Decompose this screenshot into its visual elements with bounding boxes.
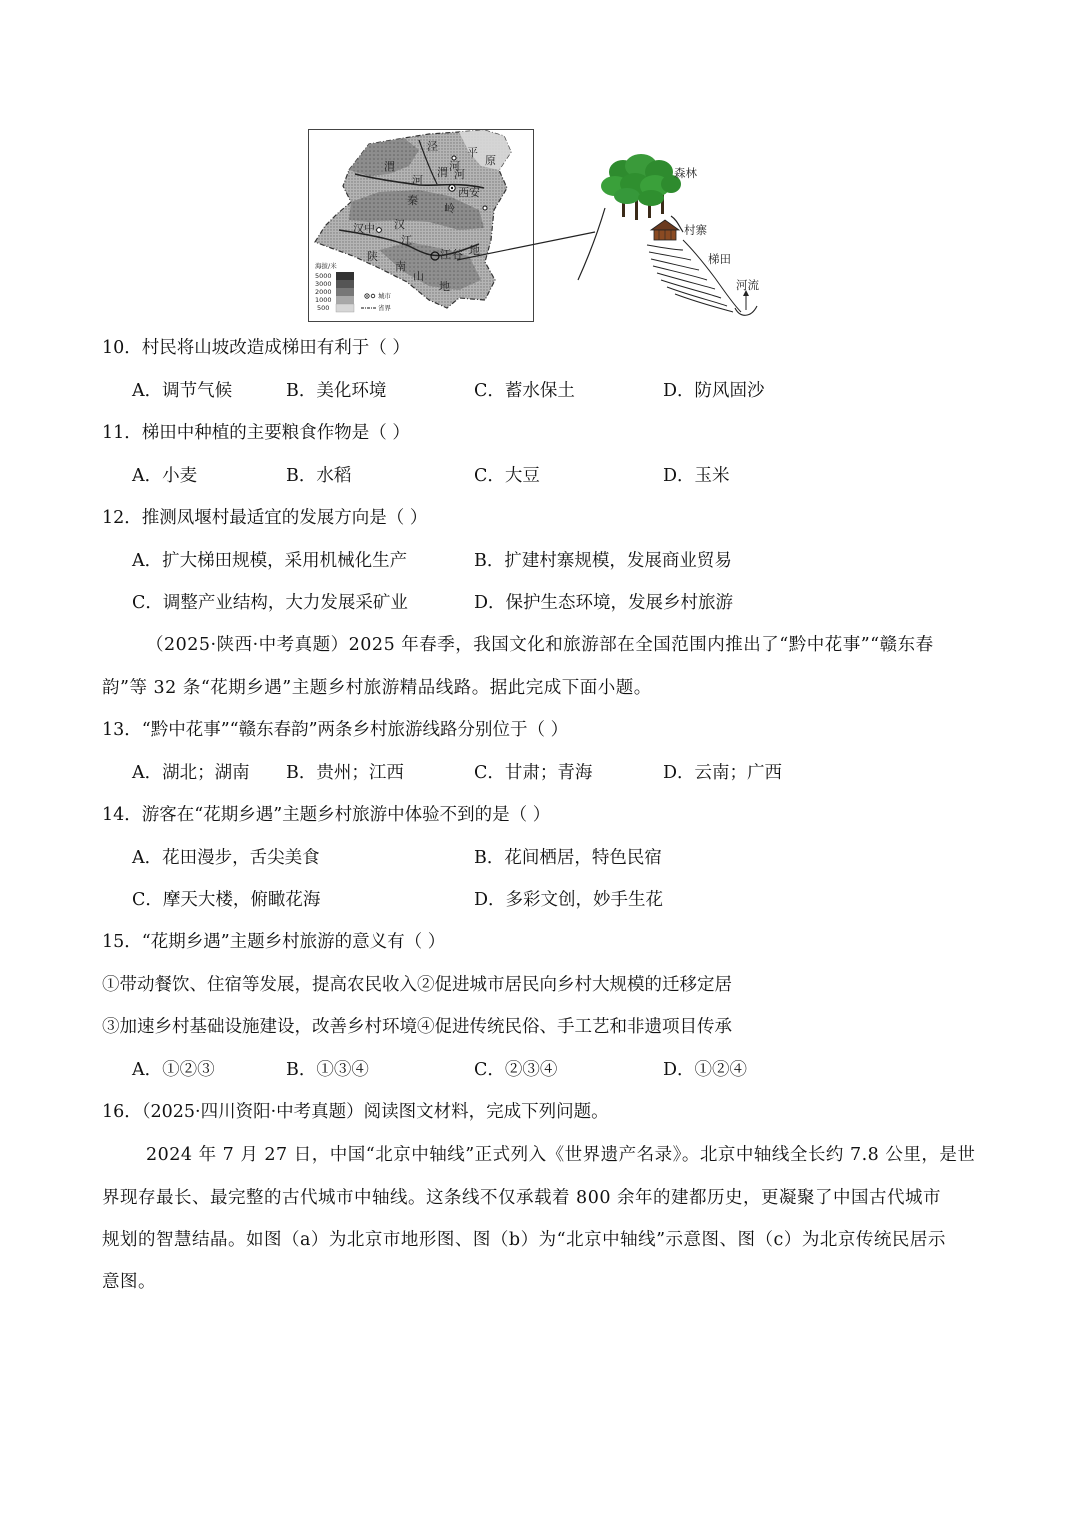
question-11-option-c[interactable]: C．大豆 xyxy=(474,466,540,486)
svg-text:500: 500 xyxy=(317,304,330,312)
svg-text:岭: 岭 xyxy=(444,202,455,215)
shaanxi-terrain-map xyxy=(308,129,534,322)
svg-text:汉: 汉 xyxy=(394,218,405,231)
terrace-slope-diagram xyxy=(575,150,775,320)
svg-text:河: 河 xyxy=(412,174,423,187)
svg-text:原: 原 xyxy=(485,154,496,167)
question-15-option-d[interactable]: D．①②④ xyxy=(663,1060,748,1080)
map-svg xyxy=(309,130,534,322)
question-13-stem: 13．“黔中花事”“赣东春韵”两条乡村旅游线路分别位于（ ） xyxy=(102,720,569,740)
svg-text:河: 河 xyxy=(449,160,460,173)
question-12-option-c[interactable]: C．调整产业结构，大力发展采矿业 xyxy=(132,593,408,613)
svg-text:平: 平 xyxy=(467,146,478,159)
terrace-lines xyxy=(647,240,741,312)
svg-text:谷: 谷 xyxy=(452,248,463,261)
question-15-option-b[interactable]: B．①③④ xyxy=(286,1060,369,1080)
slope-svg xyxy=(575,150,775,320)
svg-text:3000: 3000 xyxy=(315,280,332,288)
svg-text:渭: 渭 xyxy=(384,160,395,173)
question-13-option-b[interactable]: B．贵州；江西 xyxy=(286,763,404,783)
question-15-stem: 15．“花期乡遇”主题乡村旅游的意义有（ ） xyxy=(102,932,446,952)
question-14-option-c[interactable]: C．摩天大楼，俯瞰花海 xyxy=(132,890,321,910)
question-15-option-a[interactable]: A．①②③ xyxy=(132,1060,215,1080)
svg-text:地: 地 xyxy=(439,280,450,293)
question-11-stem: 11．梯田中种植的主要粮食作物是（ ） xyxy=(102,423,410,443)
question-13-option-d[interactable]: D．云南；广西 xyxy=(663,763,783,783)
question-11-option-d[interactable]: D．玉米 xyxy=(663,466,730,486)
question-11-option-b[interactable]: B．水稻 xyxy=(286,466,352,486)
question-12-option-a[interactable]: A．扩大梯田规模，采用机械化生产 xyxy=(132,551,408,571)
svg-text:1000: 1000 xyxy=(315,296,332,304)
question-15-statement-1: ①带动餐饮、住宿等发展，提高农民收入②促进城市居民向乡村大规模的迁移定居 xyxy=(102,975,732,995)
question-11-option-a[interactable]: A．小麦 xyxy=(132,466,198,486)
svg-text:5000: 5000 xyxy=(315,272,332,280)
question-10-stem: 10．村民将山坡改造成梯田有利于（ ） xyxy=(102,338,410,358)
svg-text:地: 地 xyxy=(469,244,480,257)
question-16-paragraph-line-1: 2024 年 7 月 27 日，中国“北京中轴线”正式列入《世界遗产名录》。北京中轴线全长约 7.8 公里，是世 xyxy=(146,1145,976,1165)
svg-text:泾: 泾 xyxy=(427,140,438,153)
question-13-option-c[interactable]: C．甘肃；青海 xyxy=(474,763,593,783)
question-10-option-a[interactable]: A．调节气候 xyxy=(132,381,233,401)
svg-text:陕: 陕 xyxy=(367,250,378,263)
question-14-option-a[interactable]: A．花田漫步，舌尖美食 xyxy=(132,848,320,868)
svg-text:秦: 秦 xyxy=(407,194,418,207)
question-14-option-d[interactable]: D．多彩文创，妙手生花 xyxy=(474,890,664,910)
question-16-stem: 16．（2025·四川资阳·中考真题）阅读图文材料，完成下列问题。 xyxy=(102,1102,609,1122)
question-12-option-d[interactable]: D．保护生态环境，发展乡村旅游 xyxy=(474,593,734,613)
question-16-paragraph-line-4: 意图。 xyxy=(102,1272,156,1292)
svg-text:梯田: 梯田 xyxy=(708,252,731,266)
question-15-statement-2: ③加速乡村基础设施建设，改善乡村环境④促进传统民俗、手工艺和非遗项目传承 xyxy=(102,1017,732,1037)
question-16-paragraph-line-2: 界现存最长、最完整的古代城市中轴线。这条线不仅承载着 800 余年的建都历史，更凝聚了中国古代城市 xyxy=(102,1188,942,1208)
forest-trees xyxy=(601,154,681,220)
question-13-option-a[interactable]: A．湖北；湖南 xyxy=(132,763,250,783)
question-14-option-b[interactable]: B．花间栖居，特色民宿 xyxy=(474,848,662,868)
question-16-paragraph-line-3: 规划的智慧结晶。如图（a）为北京市地形图、图（b）为“北京中轴线”示意图、图（c）为北京传统民居示 xyxy=(102,1230,946,1250)
question-10-option-b[interactable]: B．美化环境 xyxy=(286,381,387,401)
question-10-option-d[interactable]: D．防风固沙 xyxy=(663,381,765,401)
svg-text:江: 江 xyxy=(401,234,412,247)
village-house xyxy=(651,220,679,240)
svg-text:南: 南 xyxy=(395,260,406,273)
svg-text:城市: 城市 xyxy=(378,292,391,300)
svg-text:省界: 省界 xyxy=(378,304,391,312)
svg-text:江: 江 xyxy=(440,248,451,261)
svg-text:汉中: 汉中 xyxy=(353,222,375,235)
svg-text:海拔/米: 海拔/米 xyxy=(315,262,337,270)
svg-text:河流: 河流 xyxy=(736,278,759,292)
question-10-option-c[interactable]: C．蓄水保土 xyxy=(474,381,575,401)
question-14-stem: 14．游客在“花期乡遇”主题乡村旅游中体验不到的是（ ） xyxy=(102,805,551,825)
question-12-option-b[interactable]: B．扩建村寨规模，发展商业贸易 xyxy=(474,551,732,571)
svg-text:西安: 西安 xyxy=(458,186,480,199)
question-15-option-c[interactable]: C．②③④ xyxy=(474,1060,558,1080)
svg-text:渭: 渭 xyxy=(437,166,448,179)
passage-1-line-2: 韵”等 32 条“花期乡遇”主题乡村旅游精品线路。据此完成下面小题。 xyxy=(102,678,652,698)
svg-text:村寨: 村寨 xyxy=(684,223,707,237)
svg-text:山: 山 xyxy=(413,270,424,283)
passage-1-line-1: （2025·陕西·中考真题）2025 年春季，我国文化和旅游部在全国范围内推出了“黔中花事”“赣东春 xyxy=(146,635,934,655)
svg-text:森林: 森林 xyxy=(674,166,697,180)
question-12-stem: 12．推测凤堰村最适宜的发展方向是（ ） xyxy=(102,508,428,528)
svg-text:2000: 2000 xyxy=(315,288,332,296)
svg-text:河: 河 xyxy=(454,168,465,181)
